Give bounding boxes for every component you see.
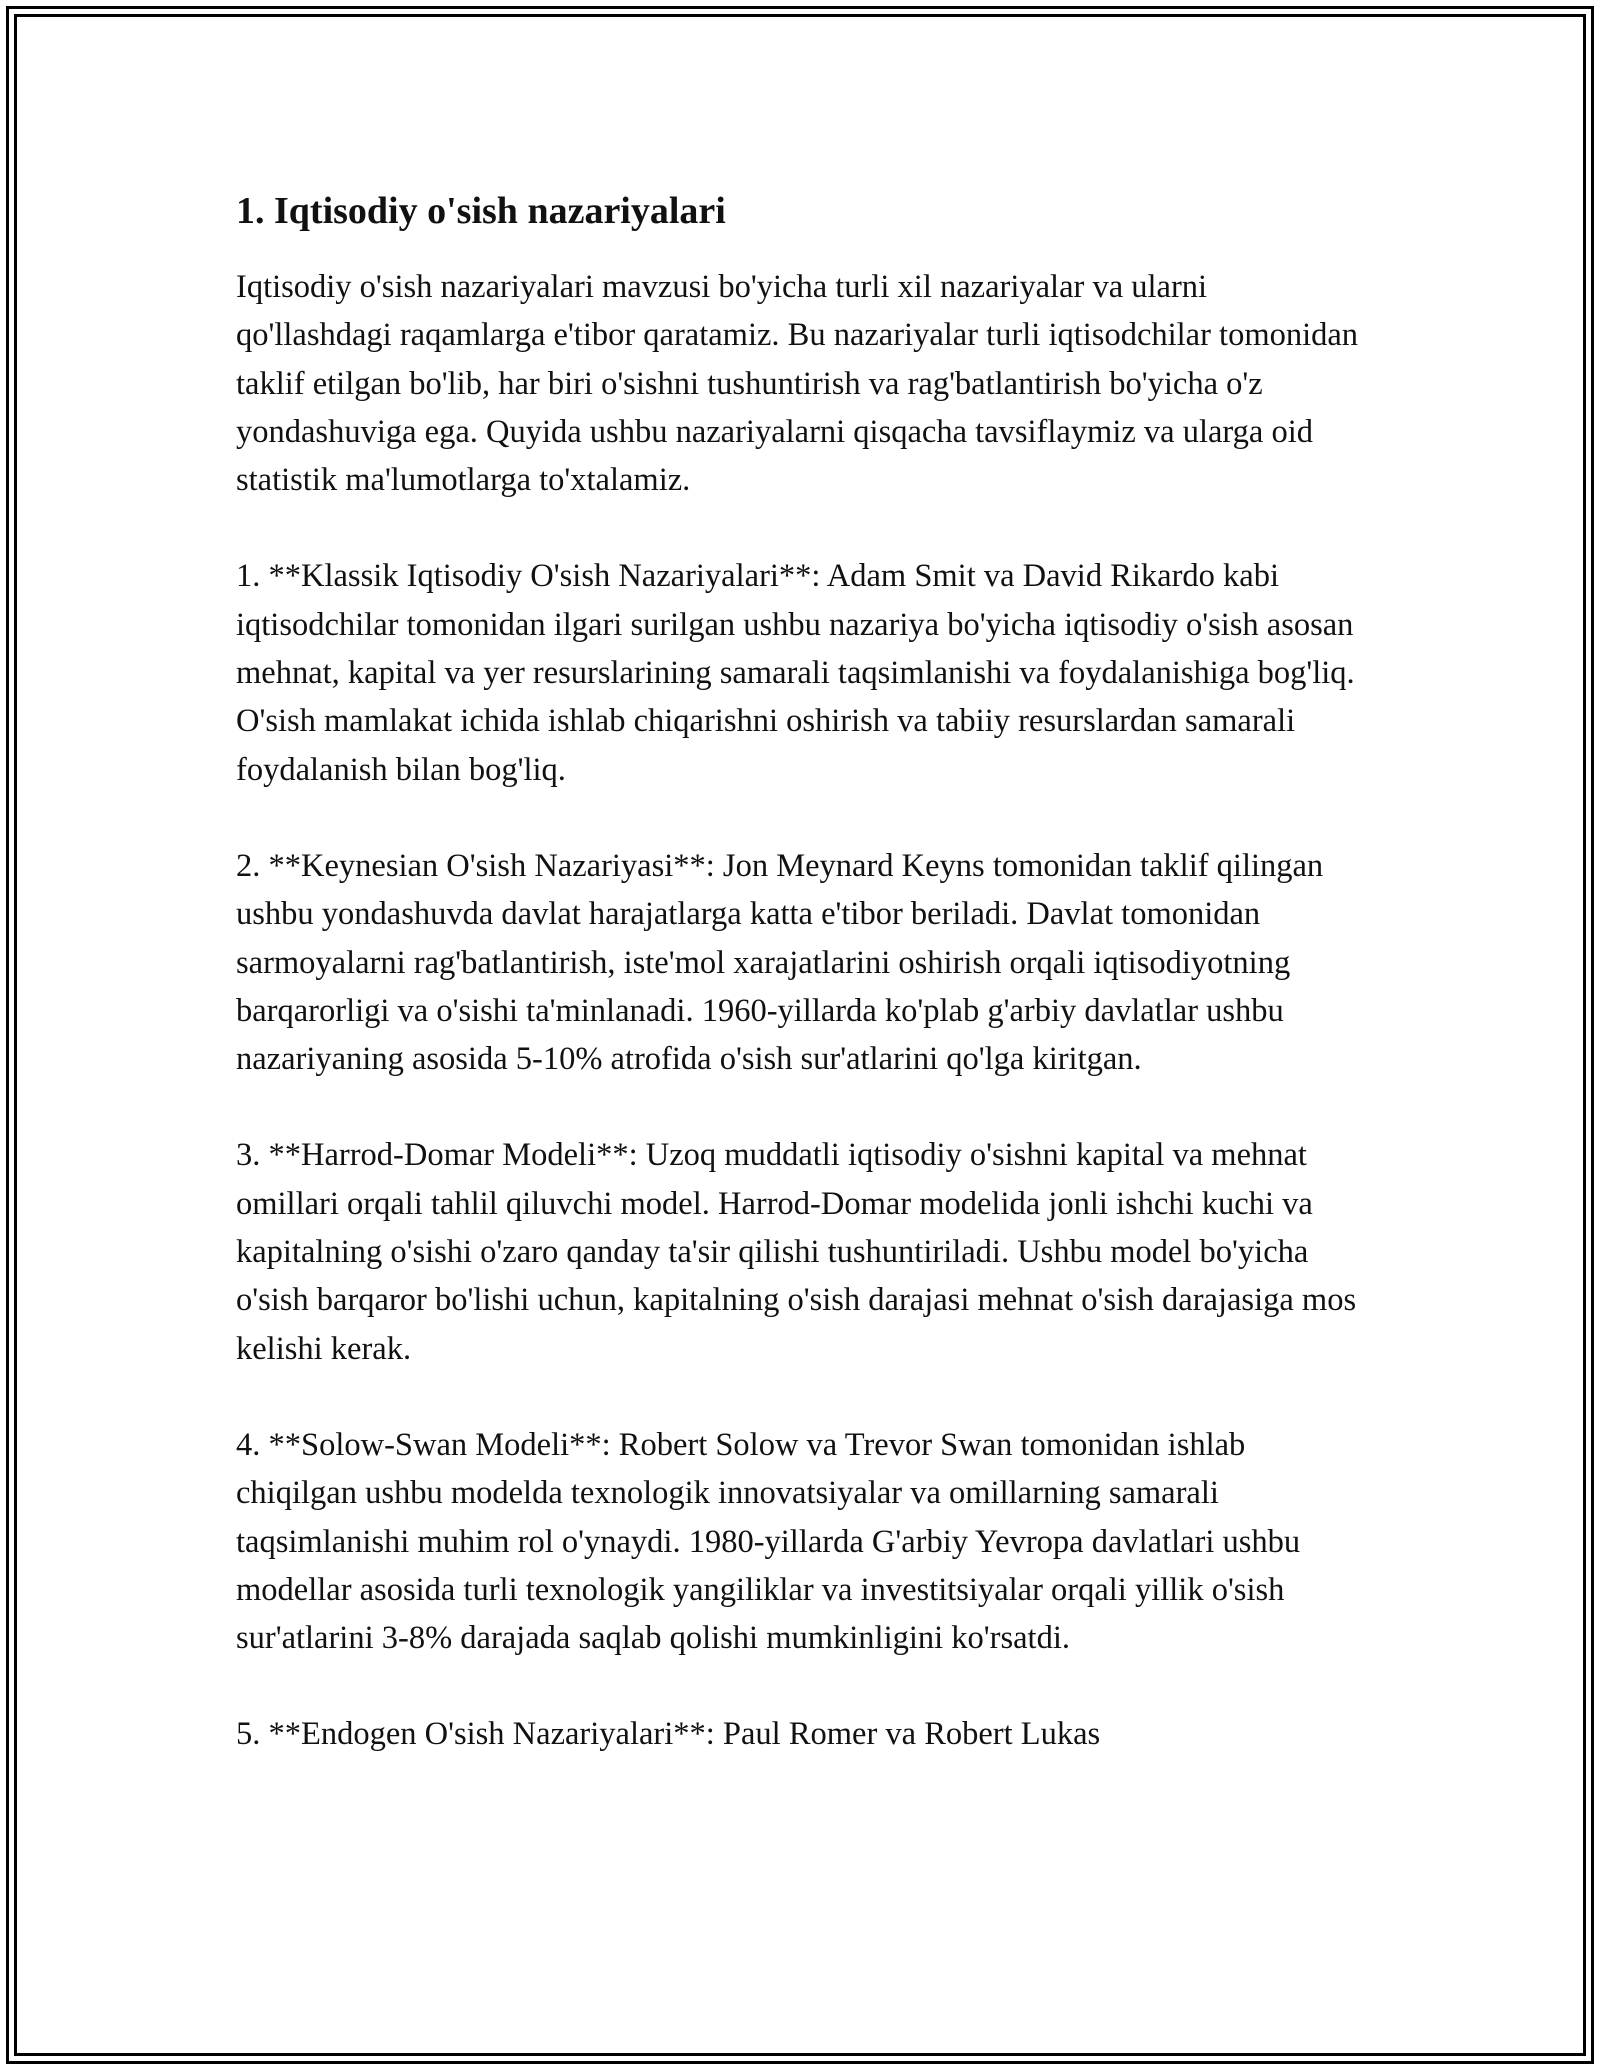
paragraph-intro: Iqtisodiy o'sish nazariyalari mavzusi bo'yicha turli xil nazariyalar va ularni qo'llashdagi raqamlarga e'tibor qaratamiz. Bu nazariyalar turli iqtisodchilar tomonidan taklif etilgan bo'lib, har biri o'sishni tushuntirish va rag'batlantirish bo'yicha o'z yondashuviga ega. Quyida ushbu nazariyalarni qisqacha tavsiflaymiz va ularga oid statistik ma'lumotlarga to'xtalamiz. [236,269,1359,499]
paragraph-harrod-domar-model: 3. **Harrod-Domar Modeli**: Uzoq muddatli iqtisodiy o'sishni kapital va mehnat omillari orqali tahlil qiluvchi model. Harrod-Domar modelida jonli ishchi kuchi va kapitalning o'sishi o'zaro qanday ta'sir qilishi tushuntiriladi. Ushbu model bo'yicha o'sish barqaror bo'lishi uchun, kapitalning o'sish darajasi mehnat o'sish darajasiga mos kelishi kerak. [236,1137,1357,1367]
paragraph-keynesian-theory: 2. **Keynesian O'sish Nazariyasi**: Jon Meynard Keyns tomonidan taklif qilingan ushbu yondashuvda davlat harajatlarga katta e'tibor beriladi. Davlat tomonidan sarmoyalarni rag'batlantirish, iste'mol xarajatlarini oshirish orqali iqtisodiyotning barqarorligi va o'sishi ta'minlanadi. 1960-yillarda ko'plab g'arbiy davlatlar ushbu nazariyaning asosida 5-10% atrofida o'sish sur'atlarini qo'lga kiritgan. [236,847,1324,1078]
paragraph-solow-swan-model: 4. **Solow-Swan Modeli**: Robert Solow va Trevor Swan tomonidan ishlab chiqilgan ushbu modelda texnologik innovatsiyalar va omillarning samarali taqsimlanishi muhim rol o'ynaydi. 1980-yillarda G'arbiy Yevropa davlatlari ushbu modellar asosida turli texnologik yangiliklar va investitsiyalar orqali yillik o'sish sur'atlarini 3-8% darajada saqlab qolishi mumkinligini ko'rsatdi. [236,1426,1301,1657]
document-body [236,185,1366,1759]
paragraph-classical-theory: 1. **Klassik Iqtisodiy O'sish Nazariyalari**: Adam Smit va David Rikardo kabi iqtisodchilar tomonidan ilgari surilgan ushbu nazariya bo'yicha iqtisodiy o'sish asosan mehnat, kapital va yer resurslarining samarali taqsimlanishi va foydalanishiga bog'liq. O'sish mamlakat ichida ishlab chiqarishni oshirish va tabiiy resurslardan samarali foydalanish bilan bog'liq. [236,558,1355,788]
document-title: 1. Iqtisodiy o'sish nazariyalari [236,190,726,232]
paragraph-endogenous-theory: 5. **Endogen O'sish Nazariyalari**: Paul Romer va Robert Lukas [236,1716,1101,1753]
